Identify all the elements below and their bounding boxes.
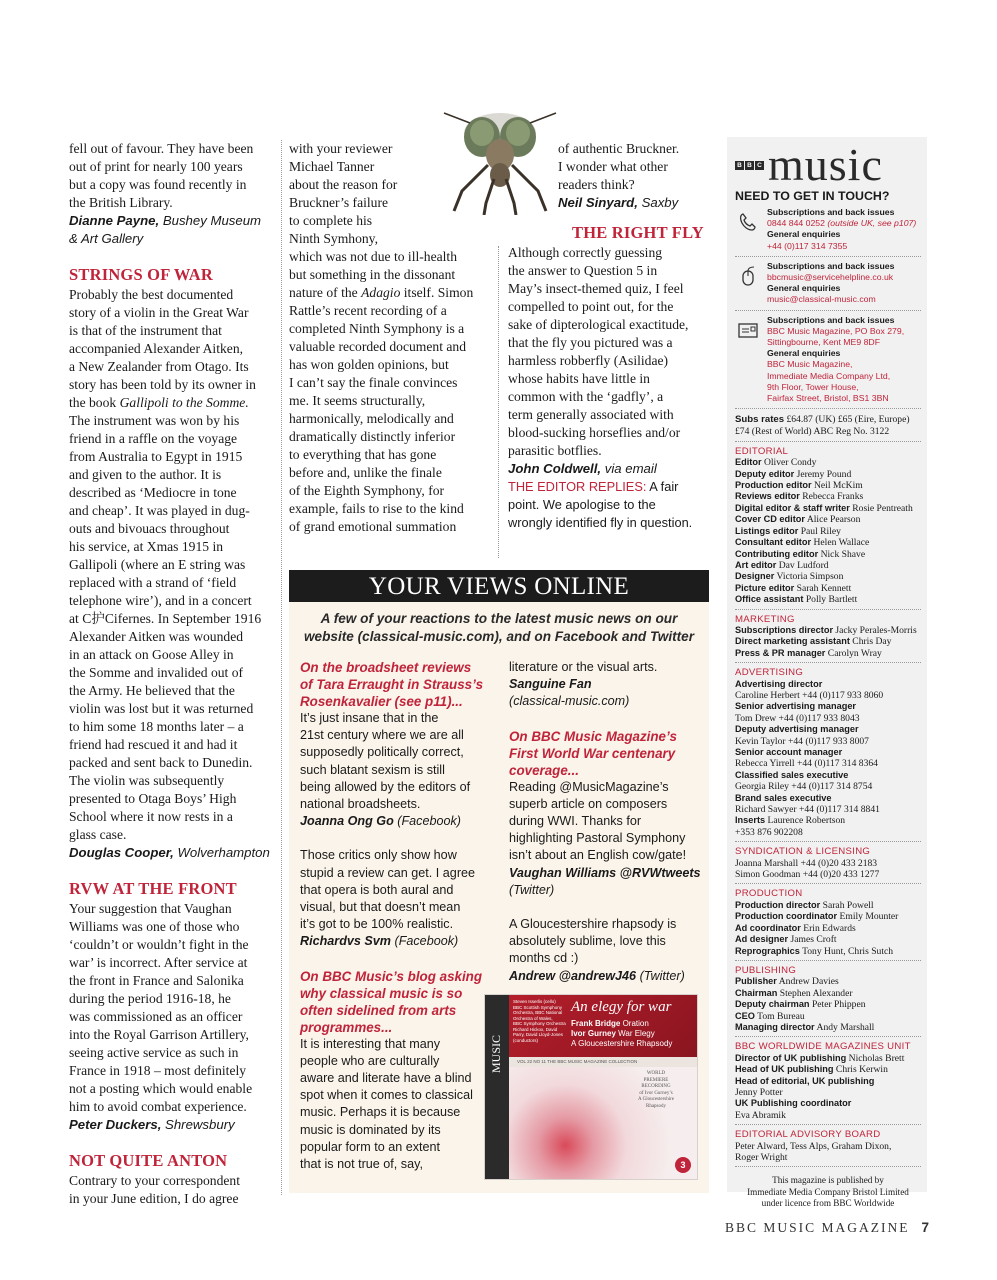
staff-row: Direct marketing assistant Chris Day (735, 636, 892, 648)
online-signature-sanguine-fan: Sanguine Fan (classical-music.com) (509, 677, 630, 709)
staff-row: Production coordinator Emily Mounter (735, 911, 899, 923)
online-question-tara-erraught: On the broadsheet reviews of Tara Erraught in Strauss’s Rosenkavalier (see p11)... (300, 660, 484, 709)
bbc-music-logo (735, 139, 921, 190)
masthead-sidebar (727, 137, 927, 1209)
online-comment-6: A Gloucestershire rhapsody is absolutely sublime, love this months cd :) (509, 917, 677, 966)
staff-row: Senior account manager (735, 747, 843, 757)
signature-dianne-payne: Dianne Payne, Bushey Museum & Art Gallery (69, 213, 262, 246)
cd-collection-band: VOL 22 NO 11 THE BBC MUSIC MAGAZINE COLLECTION (509, 1057, 697, 1067)
letter-strings-of-war: Probably the best documented story of a violin in the Great War is that of the instrument that accompanied Alexander Aitken, a New Zealander from Otago. Its story has been told by its owner in the book Gallipoli to the Somme. The instrument was won by his friend in a raffle on the voyage from Australia to Egypt in 1915 and given to the author. It is described as ‘Mediocre in tone and cheap’. It was played in dug- outs and bivouacs throughout his service, at Xmas 1915 in Gallipoli (where an E string was replaced with a strand of ‘field telephone wire’), and in a concert at C护Cifernes. In September 1916 Alexander Aitken was wounded in an attack on Goose Alley in the Somme and invalided out of the Army. He believed that the violin was lost but it was returned to him some 18 months later – a friend had rescued it and had it packed and sent back to Dunedin. The violin was subsequently presented to Otaga Boys’ High School where it now rests in a glass case. (69, 287, 262, 842)
staff-row: +353 876 902208 (735, 826, 803, 838)
staff-row: Reprographics Tony Hunt, Chris Sutch (735, 945, 894, 957)
cd-title: An elegy for war (571, 999, 672, 1015)
staff-row: Jenny Potter (735, 1086, 783, 1098)
staff-row: UK Publishing coordinator (735, 1098, 852, 1109)
staff-row: Cover CD editor Alice Pearson (735, 514, 861, 526)
staff-row: Tom Drew +44 (0)117 933 8043 (735, 712, 860, 724)
cd-radio3-badge: 3 (675, 1157, 691, 1173)
letter-right-fly: Although correctly guessing the answer to Question 5 in May’s insect-themed quiz, I feel compelled to point out, for the sake of dipterological exactitude, that the fly you pictured was a harmless robberfly (Asilidae) whose habits have little in common with the ‘gadfly’, a term generally associated with blood-sucking horseflies and/or parasitic botflies. (508, 245, 689, 458)
staff-section-heading: PUBLISHING (735, 964, 797, 976)
online-column-left (300, 659, 500, 1173)
online-signature-richardvs: Richardvs Svm (Facebook) (300, 934, 459, 949)
staff-section-heading: EDITORIAL (735, 445, 789, 457)
editor-reply: THE EDITOR REPLIES: A fair point. We apologise to the wrongly identified fly in question. (508, 479, 693, 530)
staff-row: Head of UK publishing Chris Kerwin (735, 1064, 888, 1076)
robberfly-photo (440, 103, 560, 215)
staff-row: Caroline Herbert +44 (0)117 933 8060 (735, 689, 884, 701)
online-signature-andrew: Andrew @andrewJ46 (Twitter) (509, 968, 685, 983)
online-question-blog: On BBC Music’s blog asking why classical music is so often sidelined from arts programmes... (300, 968, 483, 1035)
staff-section-heading: PRODUCTION (735, 888, 803, 900)
staff-row: Editor Oliver Condy (735, 457, 817, 469)
staff-row: Classified sales executive (735, 769, 849, 780)
staff-section (735, 965, 921, 1037)
staff-row: Ad coordinator Erin Edwards (735, 922, 856, 934)
cd-performers: Steven Isserlis (cello) BBC Scottish Symphony Orchestra, BBC National Orchestra of Wales, BBC Symphony Orchestra Richard Hickox, David Parry, David Lloyd-Jones (conductors) (513, 999, 566, 1043)
online-comment-2: Those critics only show how stupid a review can get. I agree that opera is both aural and visual, but that doesn’t mean it’s got to be 100% realistic. (300, 848, 476, 932)
staff-section (735, 846, 921, 884)
contact-web: Subscriptions and back issues bbcmusic@servicehelpline.co.uk General enquiries music@classical-music.com (735, 261, 921, 311)
staff-row: Press & PR manager Carolyn Wray (735, 647, 882, 659)
contact-post: Subscriptions and back issues BBC Music Magazine, PO Box 279, Sittingbourne, Kent ME9 8DF General enquiries BBC Music Magazine, Immediate Media Company Ltd, 9th Floor, Tower House, Fairfax Street, Bristol, BS1 3BN (735, 315, 921, 410)
staff-row: Eva Abramik (735, 1109, 786, 1121)
staff-row: Publisher Andrew Davies (735, 976, 839, 988)
staff-row: Production director Sarah Powell (735, 899, 874, 911)
publisher-note: This magazine is published by Immediate Media Company Bristol Limited under licence from BBC Worldwide (747, 1175, 909, 1209)
staff-row: Ad designer James Croft (735, 934, 837, 946)
online-column-right (509, 659, 709, 985)
staff-row: Roger Wright (735, 1152, 788, 1163)
page-footer: BBC MUSIC MAGAZINE 7 (724, 1220, 929, 1235)
online-question-ww1-coverage: On BBC Music Magazine’s First World War centenary coverage... (509, 728, 677, 778)
online-signature-joanna: Joanna Ong Go (Facebook) (300, 814, 461, 829)
mouse-icon (737, 265, 759, 287)
cd-works: Frank Bridge Oration Ivor Gurney War Elegy A Gloucestershire Rhapsody (571, 1019, 673, 1048)
staff-section (735, 1041, 921, 1125)
your-views-online-intro: A few of your reactions to the latest music news on our website (classical-music.com), and on Facebook and Twitter (303, 611, 695, 644)
letter-bruckner-continued: with your reviewer Michael Tanner about the reason for Bruckner’s failure to complete his Ninth Symhony, which was not due to ill-health but something in the dissonant nature of the Adagio itself. Simon Rattle’s recent recording of a completed Ninth Symphony is a valuable recorded document and has won golden opinions, but I can’t say the finale convinces me. It seems structurally, harmonically, melodically and dramatically distinctly inferior to everything that has gone before and, unlike the finale of the Eighth Symphony, for example, fails to rise to the kind of grand emotional summation (289, 141, 474, 534)
letter-rvw: Your suggestion that Vaughan Williams was one of those who ‘couldn’t or wouldn’t fight in the war’ is incorrect. After service at the front in France and Salonika during the period 1916-18, he was commissioned as an officer into the Royal Garrison Artillery, seeing active service as such in France in 1918 – most definitely not a posting which would enable him to avoid combat experience. (69, 901, 253, 1114)
your-views-online-title: YOUR VIEWS ONLINE (289, 570, 709, 602)
cd-top-panel (509, 995, 697, 1057)
staff-row: Managing director Andy Marshall (735, 1021, 875, 1033)
signature-peter-duckers: Peter Duckers, Shrewsbury (69, 1117, 235, 1132)
staff-row: Inserts Laurence Robertson (735, 815, 846, 827)
staff-row: Advertising director (735, 678, 823, 689)
staff-row: Peter Alward, Tess Alps, Graham Dixon, (735, 1140, 892, 1152)
signature-neil-sinyard: Neil Sinyard, Saxby (558, 195, 679, 210)
staff-section-heading: EDITORIAL ADVISORY BOARD (735, 1129, 881, 1141)
heading-rvw-at-the-front: RVW AT THE FRONT (69, 879, 237, 898)
online-signature-vaughan-williams: Vaughan Williams @RVWtweets (Twitter) (509, 865, 701, 897)
letter-not-quite-anton: Contrary to your correspondent in your June edition, I do agree (69, 1173, 241, 1206)
music-wordmark: music (768, 139, 883, 190)
staff-row: Rebecca Yirrell +44 (0)117 314 8364 (735, 758, 878, 770)
heading-the-right-fly: THE RIGHT FLY (572, 223, 704, 242)
staff-row: Joanna Marshall +44 (0)20 433 2183 (735, 857, 878, 869)
signature-john-coldwell: John Coldwell, via email (508, 461, 657, 476)
online-comment-1: It’s just insane that in the 21st century where we are all supposedly politically correct, such blatant sexism is still being allowed by the editors of national broadsheets. (300, 711, 471, 812)
staff-section (735, 446, 921, 610)
staff-row: Deputy chairman Peter Phippen (735, 999, 866, 1011)
staff-section (735, 1129, 921, 1167)
online-comment-3: It is interesting that many people who are culturally aware and literate have a blind spot when it comes to classical music. Perhaps it is because music is dominated by its popular form to an extent that is not true of, say, (300, 1036, 473, 1172)
staff-row: Richard Sawyer +44 (0)117 314 8841 (735, 804, 880, 816)
staff-row: Head of editorial, UK publishing (735, 1075, 875, 1086)
cd-spine: MUSIC (485, 995, 509, 1179)
staff-row: Kevin Taylor +44 (0)117 933 8007 (735, 735, 869, 747)
letters-column-1 (69, 140, 274, 1208)
column-divider-2 (498, 246, 499, 558)
contact-phone: Subscriptions and back issues 0844 844 0252 (outside UK, see p107) General enquiries +44 (0)117 314 7355 (735, 207, 921, 257)
staff-row: Director of UK publishing Nicholas Brett (735, 1052, 905, 1064)
staff-section-heading: ADVERTISING (735, 667, 804, 679)
staff-row: Simon Goodman +44 (0)20 433 1277 (735, 869, 880, 881)
page-number: 7 (921, 1220, 929, 1235)
staff-row: Picture editor Sarah Kennett (735, 582, 852, 594)
subscription-rates: Subs rates £64.87 (UK) £65 (Eire, Europe) £74 (Rest of World) ABC Reg No. 3122 (735, 414, 921, 442)
online-comment-5: Reading @MusicMagazine’s superb article on composers during WWI. Thanks for highlighting Pastoral Symphony isn’t about an English cow/gate! (509, 779, 687, 863)
staff-row: CEO Tom Bureau (735, 1010, 805, 1022)
staff-row: Designer Victoria Simpson (735, 571, 844, 583)
staff-row: Digital editor & staff writer Rosie Pentreath (735, 502, 913, 514)
staff-section-heading: SYNDICATION & LICENSING (735, 846, 871, 858)
staff-row: Deputy editor Jeremy Pound (735, 468, 852, 480)
need-to-get-in-touch: NEED TO GET IN TOUCH? (735, 189, 890, 203)
staff-row: Contributing editor Nick Shave (735, 548, 866, 560)
staff-section (735, 614, 921, 664)
cd-premiere-note: WORLD PREMIERE RECORDING of Ivor Gurney’s A Gloucestershire Rhapsody (638, 1071, 674, 1109)
staff-section (735, 888, 921, 960)
staff-section (735, 667, 921, 842)
staff-row: Listings editor Paul Riley (735, 525, 841, 537)
heading-strings-of-war: STRINGS OF WAR (69, 265, 214, 284)
staff-row: Production editor Neil McKim (735, 480, 863, 492)
staff-row: Georgia Riley +44 (0)117 314 8754 (735, 781, 873, 793)
staff-section-heading: MARKETING (735, 613, 795, 625)
col3-intro: of authentic Bruckner. I wonder what other readers think? (558, 141, 680, 192)
staff-row: Reviews editor Rebecca Franks (735, 491, 864, 503)
staff-row: Consultant editor Helen Wallace (735, 537, 870, 549)
letter-icon (737, 319, 759, 341)
cover-cd-image (484, 994, 698, 1180)
heading-not-quite-anton: NOT QUITE ANTON (69, 1151, 228, 1170)
staff-row: Office assistant Polly Bartlett (735, 594, 858, 606)
staff-row: Subscriptions director Jacky Perales-Morris (735, 624, 917, 636)
col1-intro: fell out of favour. They have been out of print for nearly 100 years but a copy was found recently in the British Library. (69, 141, 254, 210)
staff-row: Brand sales executive (735, 792, 832, 803)
staff-row: Art editor Dav Ludford (735, 559, 829, 571)
staff-row: Deputy advertising manager (735, 724, 859, 735)
online-comment-4: literature or the visual arts. (509, 660, 658, 674)
bbc-blocks: B B C (735, 161, 764, 170)
staff-row: Senior advertising manager (735, 701, 857, 712)
staff-section-heading: BBC WORLDWIDE MAGAZINES UNIT (735, 1041, 911, 1053)
column-divider-1 (281, 140, 282, 1195)
staff-listing (735, 446, 921, 1168)
signature-douglas-cooper: Douglas Cooper, Wolverhampton (69, 845, 270, 860)
staff-row: Chairman Stephen Alexander (735, 987, 853, 999)
phone-icon (737, 211, 759, 233)
